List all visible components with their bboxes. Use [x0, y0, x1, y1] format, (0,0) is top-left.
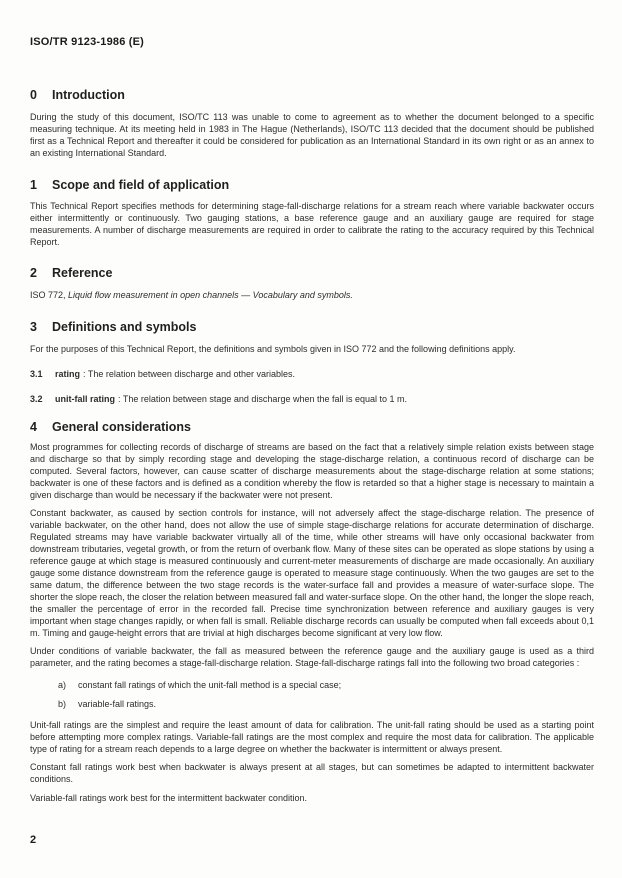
general-paragraph-1: Most programmes for collecting records of discharge of streams are based on the fact that a relatively simple relation exists between stage and discharge so that by simply recording stage and developing the stage-discharge relation, a continuous record of discharge can be computed. Several factors, however, can cause scatter of discharge measurements about the stage-discharge relation at some stations; backwater is one of these factors and is defined as a condition whereby the flow is retarded so that a higher stage is necessary to maintain a given discharge than would be necessary if the backwater were not present. — [30, 442, 594, 500]
section-heading-general — [30, 420, 594, 434]
section-heading-introduction — [30, 88, 594, 102]
section-title: Introduction — [52, 88, 125, 102]
section-number: 0 — [30, 88, 37, 102]
definition-text: : The relation between stage and discharge when the fall is equal to 1 m. — [118, 394, 408, 404]
list-marker: b) — [58, 699, 67, 709]
reference-title: Liquid flow measurement in open channels — Vocabulary and symbols. — [68, 290, 353, 300]
section-heading-definitions — [30, 320, 594, 334]
section-number: 1 — [30, 178, 37, 192]
section-title: Reference — [52, 266, 113, 280]
definition-number: 3.2 — [30, 394, 43, 404]
definition-text: : The relation between discharge and other variables. — [83, 369, 295, 379]
section-general-considerations — [30, 420, 594, 804]
reference-citation — [30, 289, 594, 301]
list-item-a — [30, 679, 594, 691]
section-definitions — [30, 320, 594, 405]
section-number: 3 — [30, 320, 37, 334]
reference-code: ISO 772, — [30, 290, 66, 300]
section-scope — [30, 178, 594, 248]
general-paragraph-6: Variable-fall ratings work best for the intermittent backwater condition. — [30, 793, 307, 803]
section-reference — [30, 266, 594, 301]
page-number: 2 — [30, 834, 37, 846]
general-paragraph-3: Under conditions of variable backwater, the fall as measured between the reference gauge and the auxiliary gauge is used as a third parameter, and the rating becomes a stage-fall-discharge relation. Stage-fall-discharge ratings fall into the following two broad categories : — [30, 646, 594, 668]
introduction-paragraph: During the study of this document, ISO/TC 113 was unable to come to agreement as to whether the document belonged to a specific measuring technique. At its meeting held in 1983 in The Hague (Netherlands), ISO/TC 113 decided that the document should be published first as a Technical Report and thereafter it could be considered for publication as an International Standard in its own right or as an annex to an existing International Standard. — [30, 112, 594, 158]
section-heading-reference — [30, 266, 594, 280]
section-title: General considerations — [52, 420, 191, 434]
definition-term: unit-fall rating — [55, 394, 115, 404]
list-marker: a) — [58, 680, 67, 690]
section-title: Scope and field of application — [52, 178, 230, 192]
general-paragraph-4: Unit-fall ratings are the simplest and require the least amount of data for calibration. The unit-fall rating should be used as a starting point before attempting more complex ratings. Variable-fall ratings are the most complex and require the most data for calibration. The applicable type of rating for a stream reach depends to a large degree on whether the backwater is intermittent or always present. — [30, 720, 594, 754]
list-text: constant fall ratings of which the unit-fall method is a special case; — [78, 680, 342, 690]
section-number: 2 — [30, 266, 37, 280]
section-number: 4 — [30, 420, 37, 434]
section-heading-scope — [30, 178, 594, 192]
general-paragraph-2: Constant backwater, as caused by section controls for instance, will not adversely affect the stage-discharge relation. The presence of variable backwater, on the other hand, does not allow the use of simple stage-discharge relations for accurate determination of discharge. Regulated streams may have variable backwater virtually all of the time, while other streams will have only occasional backwater from downstream tributaries, vegetal growth, or from the return of overbank flow. Many of these sites can be operated as slope stations by using a reference gauge at which stage is measured continuously and current-meter measurements of discharge are made occasionally. An auxiliary gauge some distance downstream from the reference gauge is operated to measure stage continuously. When the two gauges are set to the same datum, the difference between the two stage records is the water-surface fall and provides a measure of water-surface slope. The shorter the slope reach, the closer the relation between measured fall and water-surface slope. On the other hand, the longer the slope reach, the smaller the percentage of error in the recorded fall. Precise time synchronization between reference and auxiliary gauges is very important when stage changes rapidly, or when fall is small. Reliable discharge records can usually be computed when fall exceeds about 0,1 m. Timing and gauge-height errors that are trivial at high discharges become significant at very low flow. — [30, 508, 594, 638]
doc-reference-header: ISO/TR 9123-1986 (E) — [30, 36, 145, 48]
general-paragraph-5: Constant fall ratings work best when backwater is always present at all stages, but can sometimes be adapted to intermittent backwater conditions. — [30, 762, 594, 784]
section-introduction — [30, 88, 594, 159]
scope-paragraph: This Technical Report specifies methods for determining stage-fall-discharge relations for a stream reach where variable backwater occurs either intermittently or continuously. Two gauging stations, a base reference gauge and an auxiliary gauge are required for stage measurements. A number of discharge measurements are required in order to calibrate the rating to the accuracy required by this Technical Report. — [30, 201, 594, 247]
list-text: variable-fall ratings. — [78, 699, 157, 709]
definition-number: 3.1 — [30, 369, 43, 379]
definition-term: rating — [55, 369, 81, 379]
list-item-b — [30, 698, 594, 710]
section-title: Definitions and symbols — [52, 320, 197, 334]
definition-item-unit-fall-rating — [30, 393, 594, 405]
definitions-intro-paragraph: For the purposes of this Technical Report, the definitions and symbols given in ISO 772 and the following definitions apply. — [30, 344, 516, 354]
definition-item-rating — [30, 368, 594, 380]
